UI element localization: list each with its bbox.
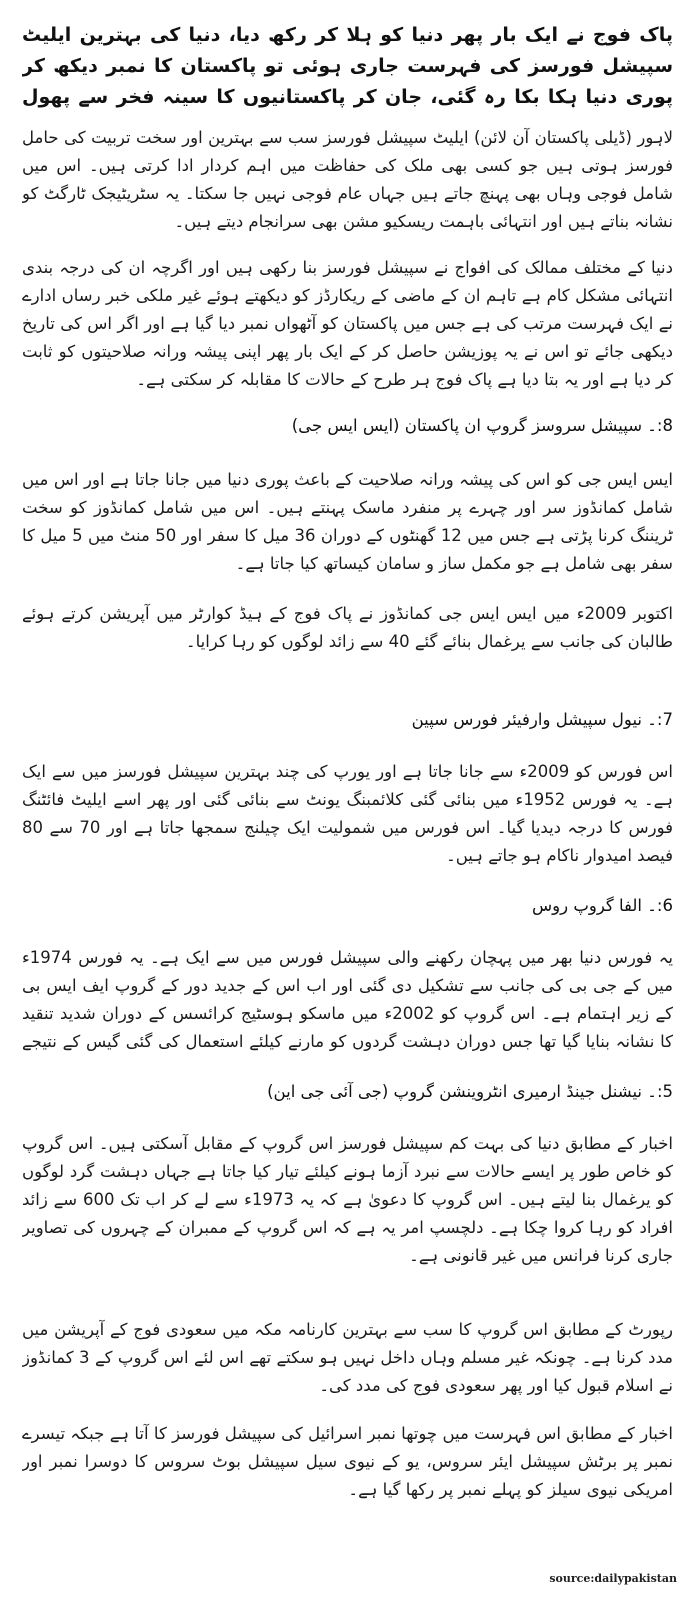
source-credit: source:dailypakistan (549, 1572, 677, 1585)
paragraph-intro: لاہور (ڈیلی پاکستان آن لائن) ایلیٹ سپیشل فورسز سب سے بہترین اور سخت تربیت کی حامل فورسز ہوتی ہیں جو کسی بھی ملک کی حفاظت میں اہم کردار ادا کرتی ہیں۔ اس میں شامل فوجی وہاں بھی پہنچ جاتے ہیں جہاں عام فوجی نہیں جا سکتا۔ یہ سٹریٹیجک ٹارگٹ کو نشانہ بناتے ہیں اور انتہائی باہمت ریسکیو مشن بھی سرانجام دیتے ہیں۔ (22, 128, 673, 231)
paragraph-ssg-2009: اکتوبر 2009ء میں ایس ایس جی کمانڈوز نے پاک فوج کے ہیڈ کوارٹر میں آپریشن کرتے ہوئے طالبان کی جانب سے یرغمال بنائے گئے 40 سے زائد لوگوں کو رہا کرایا۔ (22, 604, 673, 651)
paragraph-spain-force: اس فورس کو 2009ء سے جانا جاتا ہے اور یورپ کی چند بہترین سپیشل فورسز میں سے ایک ہے۔ یہ فورس 1952ء میں بنائی گئی کلائمبنگ یونٹ سے بنائی گئی اور پھر اسے ایلیٹ فائٹنگ فورس کا درجہ دیدیا گیا۔ اس فورس میں شمولیت ایک چیلنج سمجھا جاتا ہے اور 70 سے 80 فیصد امیدوار ناکام ہو جاتے ہیں۔ (22, 762, 673, 865)
paragraph-ranking-context: دنیا کے مختلف ممالک کی افواج نے سپیشل فورسز بنا رکھی ہیں اور اگرچہ ان کی درجہ بندی انتہائی مشکل کام ہے تاہم ان کے ماضی کے ریکارڈز کو دیکھتے ہوئے غیر ملکی خبر رساں ادارے نے ایک فہرست مرتب کی ہے جس میں پاکستان کو آٹھواں نمبر دیا گیا ہے اور اگر اس کی تاریخ دیکھی جائے تو اس نے یہ پوزیشن حاصل کر کے ایک بار پھر اپنی پیشہ ورانہ صلاحیتوں کو ثابت کر دیا ہے اور یہ بتا دیا ہے پاک فوج ہر طرح کے حالات کا مقابلہ کر سکتی ہے۔ (22, 258, 673, 389)
article-headline: پاک فوج نے ایک بار پھر دنیا کو ہلا کر رکھ دیا، دنیا کی بہترین ایلیٹ سپیشل فورسز کی فہرست جاری ہوئی تو پاکستان کا نمبر دیکھ کر پوری دنیا ہکا بکا رہ گئی، جان کر پاکستانیوں کا سینہ فخر سے پھول (22, 24, 673, 108)
section-heading-8: 8:۔ سپیشل سروسز گروپ ان پاکستان (ایس ایس جی) (291, 416, 673, 435)
paragraph-ssg-training: ایس ایس جی کو اس کی پیشہ ورانہ صلاحیت کے باعث پوری دنیا میں جانا جاتا ہے اور اس میں شامل کمانڈوز سر اور چہرے پر منفرد ماسک پہنتے ہیں۔ اس میں شامل کمانڈوز کو سخت ٹریننگ کرنا پڑتی ہے جس میں 12 گھنٹوں کے دوران 36 میل کا سفر اور 50 منٹ میں 5 میل کا سفر بھی شامل ہے جو مکمل ساز و سامان کیساتھ کیا جاتا ہے۔ (22, 470, 673, 573)
section-heading-7: 7:۔ نیول سپیشل وارفیئر فورس سپین (411, 710, 673, 729)
paragraph-gign: اخبار کے مطابق دنیا کی بہت کم سپیشل فورسز اس گروپ کے مقابل آسکتی ہیں۔ اس گروپ کو خاص طور پر ایسے حالات سے نبرد آزما ہونے کیلئے تیار کیا جاتا ہے جہاں دہشت گرد لوگوں کو یرغمال بنا لیتے ہیں۔ اس گروپ کا دعویٰ ہے کہ یہ 1973ء سے لے کر اب تک 600 سے زائد افراد کو رہا کروا چکا ہے۔ دلچسپ امر یہ ہے کہ اس گروپ کے ممبران کے چہروں کی تصاویر جاری کرنا فرانس میں غیر قانونی ہے۔ (22, 1134, 673, 1265)
paragraph-top-ranks: اخبار کے مطابق اس فہرست میں چوتھا نمبر اسرائیل کی سپیشل فورسز کا آتا ہے جبکہ تیسرے نمبر پر برٹش سپیشل ایئر سروس، یو کے نیوی سیل سپیشل بوٹ سروس کا دوسرا نمبر اور امریکی نیوی سیلز کو پہلے نمبر پر رکھا گیا ہے۔ (22, 1424, 673, 1499)
section-heading-5: 5:۔ نیشنل جینڈ ارمیری انٹروینشن گروپ (جی آئی جی این) (267, 1082, 673, 1101)
section-heading-6: 6:۔ الفا گروپ روس (532, 896, 673, 915)
paragraph-gign-mecca: رپورٹ کے مطابق اس گروپ کا سب سے بہترین کارنامہ مکہ میں سعودی فوج کے آپریشن میں مدد کرنا ہے۔ چونکہ غیر مسلم وہاں داخل نہیں ہو سکتے تھے اس لئے اس گروپ کے 3 کمانڈوز نے اسلام قبول کیا اور پھر سعودی فوج کی مدد کی۔ (22, 1320, 673, 1395)
paragraph-alpha-group: یہ فورس دنیا بھر میں پہچان رکھنے والی سپیشل فورس میں سے ایک ہے۔ یہ فورس 1974ء میں کے جی بی کی جانب سے تشکیل دی گئی اور اب اس کے جدید دور کے گروپ ایف ایس بی کے زیر اہتمام ہے۔ اس گروپ کو 2002ء میں ماسکو ہوسٹیج کرائسس کے دوران شدید تنقید کا نشانہ بنایا گیا تھا جس دوران دہشت گردوں کو مارنے کیلئے استعمال کی گئی گیس کے نتیجے (22, 948, 673, 1051)
